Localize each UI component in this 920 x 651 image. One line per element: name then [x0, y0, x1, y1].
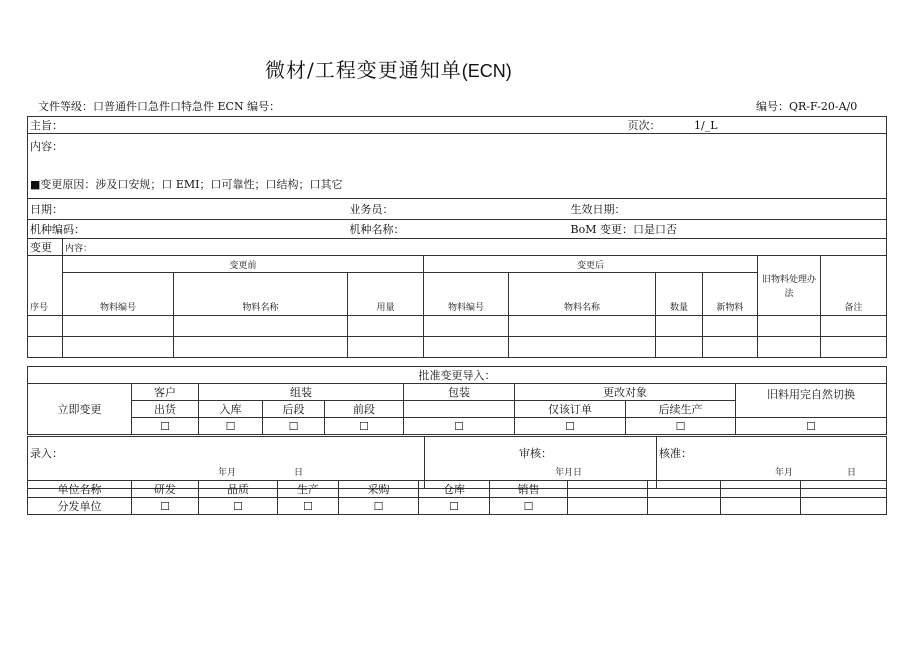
approve-year-month: 年月	[775, 468, 794, 478]
cell[interactable]	[703, 337, 758, 358]
cell[interactable]	[348, 316, 424, 337]
entry-label: 录入：	[30, 447, 63, 460]
date-row	[28, 199, 887, 220]
cell[interactable]	[424, 337, 509, 358]
blank-cell	[721, 481, 801, 498]
cell[interactable]	[509, 337, 656, 358]
content-label: 内容：	[30, 140, 63, 153]
page-title	[265, 54, 512, 83]
approval-title: 批准变更导入：	[28, 367, 887, 384]
shipping-label: 出货	[132, 401, 199, 418]
unit-production: 生产	[278, 481, 339, 498]
cell[interactable]	[28, 316, 63, 337]
before-after-row	[28, 256, 887, 273]
unit-warehouse: 仓库	[419, 481, 490, 498]
usage-header: 用量	[348, 273, 424, 316]
cell[interactable]	[63, 316, 174, 337]
mat-no-header: 物料编号	[63, 273, 174, 316]
change-content-label: 内容：	[63, 239, 887, 256]
cell[interactable]	[821, 337, 887, 358]
mat-name2-header: 物料名称	[509, 273, 656, 316]
dist-unit-label: 分发单位	[28, 498, 132, 515]
blank-cell	[648, 498, 721, 515]
blank-cell	[568, 498, 648, 515]
after-header: 变更后	[424, 256, 758, 273]
shipping-checkbox[interactable]: ☐	[132, 418, 199, 435]
new-material-header: 新物料	[703, 273, 758, 316]
follow-production-label: 后续生产	[626, 401, 736, 418]
purchasing-checkbox[interactable]: ☐	[339, 498, 419, 515]
change-label: 变更	[28, 239, 63, 256]
blank-cell	[568, 481, 648, 498]
approval-table	[27, 366, 887, 435]
front-end-label: 前段	[325, 401, 404, 418]
entry-day: 日	[294, 468, 304, 478]
doc-number: 编号：QR-F-20-A/0	[756, 100, 858, 113]
blank-cell	[801, 481, 887, 498]
model-row	[28, 220, 887, 239]
cell[interactable]	[348, 337, 424, 358]
content-row	[28, 134, 887, 199]
title-suffix: (ECN)	[461, 61, 512, 81]
back-end-label: 后段	[263, 401, 325, 418]
back-end-checkbox[interactable]: ☐	[263, 418, 325, 435]
page-label: 页次：	[627, 119, 661, 132]
cell[interactable]	[758, 316, 821, 337]
subject-label: 主旨：	[28, 117, 656, 134]
title-text: 微材/工程变更通知单	[265, 58, 462, 82]
warehousing-label: 入库	[199, 401, 263, 418]
before-header: 变更前	[63, 256, 424, 273]
packing-blank	[404, 401, 515, 418]
change-header-row	[28, 239, 887, 256]
subject-row	[28, 117, 887, 134]
warehousing-checkbox[interactable]: ☐	[199, 418, 263, 435]
unit-rd: 研发	[132, 481, 199, 498]
bom-change-field: BoM 变更：口是口否	[703, 220, 887, 239]
approve-label: 核准：	[659, 447, 692, 460]
packing-label: 包装	[404, 384, 515, 401]
unit-name-label: 单位名称	[28, 481, 132, 498]
cell[interactable]	[821, 316, 887, 337]
cell[interactable]	[703, 316, 758, 337]
cell[interactable]	[174, 316, 348, 337]
sales-checkbox[interactable]: ☐	[490, 498, 568, 515]
date-field: 日期：	[28, 199, 348, 220]
remark-header: 备注	[821, 256, 887, 316]
cell[interactable]	[656, 316, 703, 337]
cell[interactable]	[656, 337, 703, 358]
old-material-switch-label: 旧料用完自然切换	[736, 384, 887, 418]
table-row	[28, 337, 887, 358]
mat-no2-header: 物料编号	[424, 273, 509, 316]
change-target-label: 更改对象	[515, 384, 736, 401]
customer-label: 客户	[132, 384, 199, 401]
page-value: 1/_L	[694, 119, 718, 132]
entry-year-month: 年月	[218, 468, 237, 478]
immediate-change-label: 立即变更	[28, 384, 132, 435]
ecn-form-table	[27, 116, 887, 358]
cell[interactable]	[174, 337, 348, 358]
cell[interactable]	[758, 337, 821, 358]
seq-header: 序号	[28, 256, 63, 316]
packing-checkbox[interactable]: ☐	[404, 418, 515, 435]
effective-date-field: 生效日期：	[703, 199, 887, 220]
rd-checkbox[interactable]: ☐	[132, 498, 199, 515]
blank-cell	[648, 481, 721, 498]
warehouse-checkbox[interactable]: ☐	[419, 498, 490, 515]
mat-name-header: 物料名称	[174, 273, 348, 316]
unit-sales: 销售	[490, 481, 568, 498]
follow-production-checkbox[interactable]: ☐	[626, 418, 736, 435]
front-end-checkbox[interactable]: ☐	[325, 418, 404, 435]
cell[interactable]	[63, 337, 174, 358]
only-order-label: 仅该订单	[515, 401, 626, 418]
quality-checkbox[interactable]: ☐	[199, 498, 278, 515]
sales-field: 业务员：	[348, 199, 703, 220]
file-level-line: 文件等级：口普通件口急件口特急件 ECN 编号：	[38, 100, 281, 113]
table-row	[28, 316, 887, 337]
unit-quality: 品质	[199, 481, 278, 498]
model-name-field: 机种名称：	[348, 220, 703, 239]
cell[interactable]	[424, 316, 509, 337]
assembly-label: 组装	[199, 384, 404, 401]
blank-cell	[801, 498, 887, 515]
distribution-table	[27, 480, 887, 515]
cell[interactable]	[509, 316, 656, 337]
qty-header: 数量	[656, 273, 703, 316]
review-date: 年月日	[555, 468, 583, 478]
cell[interactable]	[28, 337, 63, 358]
only-order-checkbox[interactable]: ☐	[515, 418, 626, 435]
change-reason: ■变更原因：涉及口安规；口 EMI；口可靠性；口结构；口其它	[30, 178, 343, 191]
old-material-switch-checkbox[interactable]: ☐	[736, 418, 887, 435]
production-checkbox[interactable]: ☐	[278, 498, 339, 515]
old-material-handling-header: 旧物料处理办法	[758, 256, 821, 316]
approve-day: 日	[847, 468, 857, 478]
blank-cell	[721, 498, 801, 515]
unit-purchasing: 采购	[339, 481, 419, 498]
review-label: 审核：	[519, 447, 552, 460]
model-code-field: 机种编码：	[28, 220, 348, 239]
